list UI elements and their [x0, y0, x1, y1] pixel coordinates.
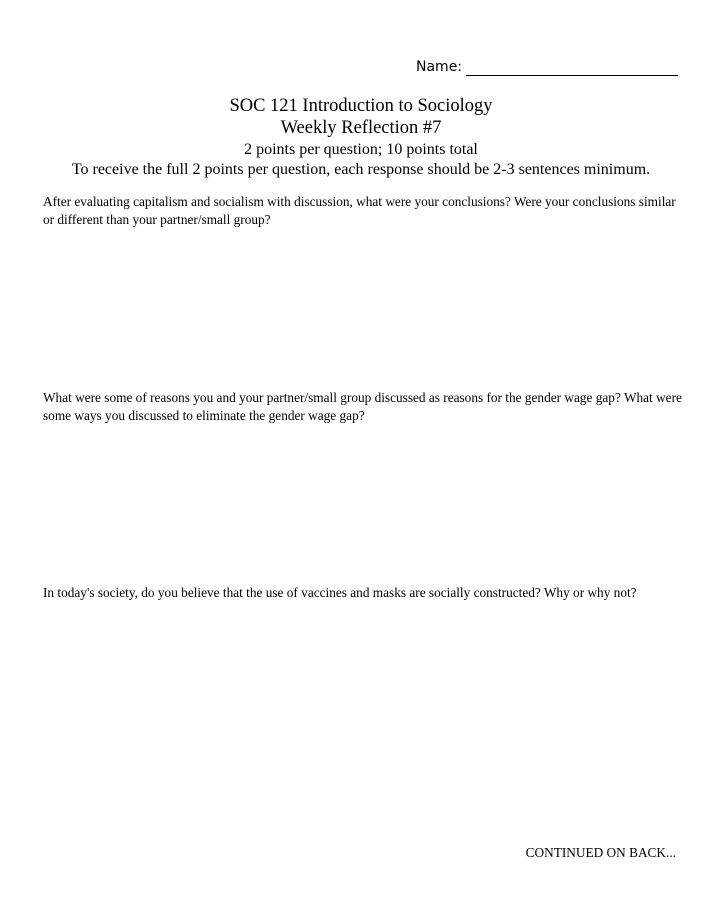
- course-title: SOC 121 Introduction to Sociology: [229, 96, 493, 116]
- worksheet-header: [0, 95, 714, 180]
- name-blank-line[interactable]: [466, 61, 678, 76]
- question-2: What were some of reasons you and your partner/small group discussed as reasons for the gender wage gap? What were some ways you discussed to eliminate the gender wage gap?: [43, 390, 682, 423]
- question-1: After evaluating capitalism and socialism with discussion, what were your conclusions? Were your conclusions similar or different than your partner/small group?: [43, 194, 676, 227]
- points-info: 2 points per question; 10 points total: [244, 141, 478, 158]
- name-label: Name:: [416, 59, 463, 75]
- continued-note: CONTINUED ON BACK...: [525, 845, 676, 860]
- name-field: [416, 58, 680, 76]
- question-3: In today's society, do you believe that the use of vaccines and masks are socially constructed? Why or why not?: [43, 585, 637, 600]
- assignment-title: Weekly Reflection #7: [280, 118, 442, 138]
- instructions: To receive the full 2 points per question, each response should be 2-3 sentences minimum.: [71, 161, 651, 178]
